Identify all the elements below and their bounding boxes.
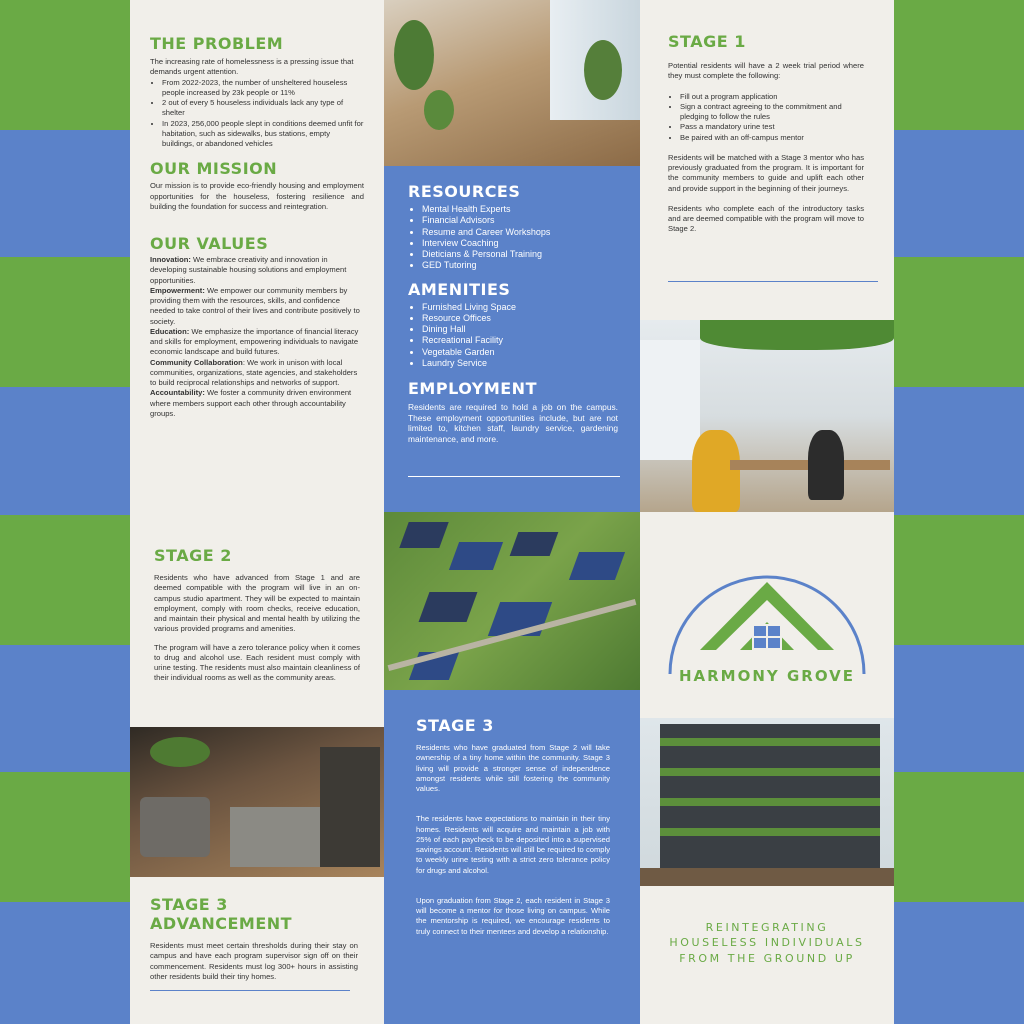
value-term: Accountability:	[150, 388, 205, 398]
list-item: • GED Tutoring	[422, 260, 618, 271]
values-list	[150, 255, 364, 419]
list-item: • Mental Health Experts	[422, 204, 618, 215]
stage2-paragraph: Residents who have advanced from Stage 1 and are deemed compatible with the program will live in an on-campus studio apartment. They will be expected to maintain employment, comply with room checks, receive education, and maintain their physical and mental health by utilizing the various provided programs and amenities.	[154, 573, 360, 634]
value-text: We emphasize the importance of financial literacy and skills for employment, empowering individuals to navigate economic landscape and build futures.	[150, 326, 359, 357]
resources-title: RESOURCES	[408, 182, 521, 201]
person-shape	[808, 430, 844, 500]
panel-stage-3	[384, 690, 640, 1024]
panel-stage-3-advancement	[130, 877, 384, 1024]
hanging-plants	[700, 320, 894, 350]
list-item: • From 2022-2023, the number of unsheltered houseless people increased by 23k people or 11%	[162, 78, 364, 99]
mission-text: Our mission is to provide eco-friendly housing and employment opportunities for the houseless, fostering resilience and building the foundation for success and reintegration.	[150, 181, 364, 211]
list-item: • Dieticians & Personal Training	[422, 249, 618, 260]
plant-shape	[150, 737, 210, 767]
greenery-row	[660, 768, 880, 776]
list-item: • Laundry Service	[422, 358, 618, 369]
stage3-paragraph: Residents who have graduated from Stage 2 will take ownership of a tiny home within the community. Stage 3 living will provide a stronger sense of independence amongst residents while still fostering the community values.	[416, 743, 610, 793]
window-pane	[754, 626, 766, 636]
greenery-row	[660, 828, 880, 836]
amenities-title: AMENITIES	[408, 279, 511, 299]
problem-title: THE PROBLEM	[150, 34, 284, 53]
window-pane	[754, 638, 766, 648]
window-pane	[768, 626, 780, 636]
value-term: Empowerment:	[150, 285, 205, 295]
tagline: REINTEGRATING HOUSELESS INDIVIDUALS FROM THE GROUND UP	[669, 921, 865, 965]
list-item: • Fill out a program application	[680, 92, 864, 102]
tiny-homes-aerial-photo	[384, 512, 640, 690]
greenery-row	[660, 738, 880, 746]
amenities-list	[408, 302, 618, 370]
sofa-shape	[140, 797, 210, 857]
house-roof	[449, 542, 503, 570]
stage1-list	[668, 92, 864, 143]
list-item: • Sign a contract agreeing to the commitment and pledging to follow the rules	[680, 102, 864, 123]
house-roof	[419, 592, 478, 622]
list-item: • Dining Hall	[422, 324, 618, 335]
house-roof	[399, 522, 448, 548]
window-light	[640, 340, 700, 460]
value-item	[150, 327, 364, 358]
list-item: • Resume and Career Workshops	[422, 227, 618, 238]
window-pane	[768, 638, 780, 648]
list-item: • Financial Advisors	[422, 215, 618, 226]
list-item: • Resource Offices	[422, 313, 618, 324]
value-text: We empower our community members by providing them with the resources, skills, and confidence needed to take control of their lives and contribute positively to society.	[150, 285, 360, 326]
value-item	[150, 286, 364, 327]
value-text: We embrace creativity and innovation in developing sustainable housing solutions and employment opportunities.	[150, 255, 347, 285]
stage1-title: STAGE 1	[668, 32, 746, 51]
stage1-paragraph: Residents will be matched with a Stage 3 mentor who has previously graduated from the program. It is important for the community members to guide and uplift each other and provide support in the beginning of their journeys.	[668, 152, 864, 193]
rug-shape	[230, 807, 320, 867]
house-roof	[569, 552, 625, 580]
panel-problem-mission-values	[130, 0, 384, 512]
value-text: We foster a community driven environment where members support each other through accountability groups.	[150, 388, 352, 418]
value-item	[150, 388, 364, 419]
problem-list	[150, 78, 364, 150]
stage2-paragraph: The program will have a zero tolerance policy when it comes to drug and alcohol use. Each resident must comply with urine testing. The residents must also maintain cleanliness of their individual rooms as well as the community areas.	[154, 642, 360, 683]
office-lobby-photo	[384, 0, 640, 166]
coworking-office-photo	[640, 320, 894, 512]
list-item: • Recreational Facility	[422, 335, 618, 346]
stage3-paragraph: The residents have expectations to maintain in their tiny homes. Residents will acquire and maintain a job with 25% of each paycheck to be deposited into a supervised savings account. Residents will still be required to comply to weekly urine testing with a strict zero tolerance policy for drugs and alcohol.	[416, 814, 610, 875]
values-title: OUR VALUES	[150, 234, 269, 253]
resources-list	[408, 204, 618, 272]
greenery-row	[660, 798, 880, 806]
panel-stage-1	[640, 0, 894, 320]
panel-resources	[384, 166, 640, 512]
employment-text: Residents are required to hold a job on the campus. These employment opportunities include, but are not limited to, kitchen staff, laundry service, gardening maintenance, and more.	[408, 402, 618, 444]
green-building-photo	[640, 718, 894, 886]
panel-logo	[640, 512, 894, 718]
person-shape	[692, 430, 740, 512]
stage1-paragraph: Residents who complete each of the introductory tasks and are deemed compatible with the program will move to Stage 2.	[668, 203, 864, 234]
studio-apartment-photo	[130, 727, 384, 877]
plant-shape	[394, 20, 434, 90]
house-roof	[510, 532, 559, 556]
value-item	[150, 358, 364, 389]
divider	[668, 281, 878, 282]
list-item: • 2 out of every 5 houseless individuals lack any type of shelter	[162, 98, 364, 119]
list-item: • Vegetable Garden	[422, 347, 618, 358]
ground-shape	[640, 868, 894, 886]
plant-shape	[424, 90, 454, 130]
divider	[150, 990, 350, 991]
problem-intro: The increasing rate of homelessness is a pressing issue that demands urgent attention.	[150, 57, 354, 77]
list-item: • Furnished Living Space	[422, 302, 618, 313]
brand-name: HARMONY GROVE	[678, 667, 856, 685]
plant-shape	[584, 40, 622, 100]
panel-stage-2	[130, 512, 384, 727]
employment-title: EMPLOYMENT	[408, 379, 537, 398]
advancement-text: Residents must meet certain thresholds during their stay on campus and have each program supervisor sign off on their commencement. Residents must log 300+ hours in assisting other residents build their tiny homes.	[150, 941, 358, 981]
value-term: Community Collaboration	[150, 357, 243, 367]
stage3-paragraph: Upon graduation from Stage 2, each resident in Stage 3 will become a mentor for those living on campus. While the mentorship is required, we encourage residents to truly connect to their mentees and develop a relationship.	[416, 895, 610, 936]
stage2-title: STAGE 2	[154, 546, 232, 565]
mission-title: OUR MISSION	[150, 159, 278, 179]
value-item	[150, 255, 364, 286]
divider	[408, 476, 620, 477]
value-term: Education:	[150, 326, 190, 336]
advancement-title: STAGE 3 ADVANCEMENT	[150, 895, 293, 933]
stage1-intro: Potential residents will have a 2 week trial period where they must complete the following:	[668, 61, 864, 81]
list-item: • Pass a mandatory urine test	[680, 122, 864, 132]
stage3-title: STAGE 3	[416, 716, 494, 735]
value-text: : We work in unison with local communities, organizations, state agencies, and stakeholders to build reciprocal relationships and networks of support.	[150, 357, 358, 387]
list-item: • Be paired with an off-campus mentor	[680, 133, 864, 143]
value-term: Innovation:	[150, 255, 191, 264]
list-item: • Interview Coaching	[422, 238, 618, 249]
kitchen-shape	[320, 747, 380, 867]
panel-tagline	[640, 886, 894, 1024]
list-item: • In 2023, 256,000 people slept in conditions deemed unfit for habitation, such as sidewalks, bus stations, empty buildings, or abandoned vehicles	[162, 119, 364, 150]
